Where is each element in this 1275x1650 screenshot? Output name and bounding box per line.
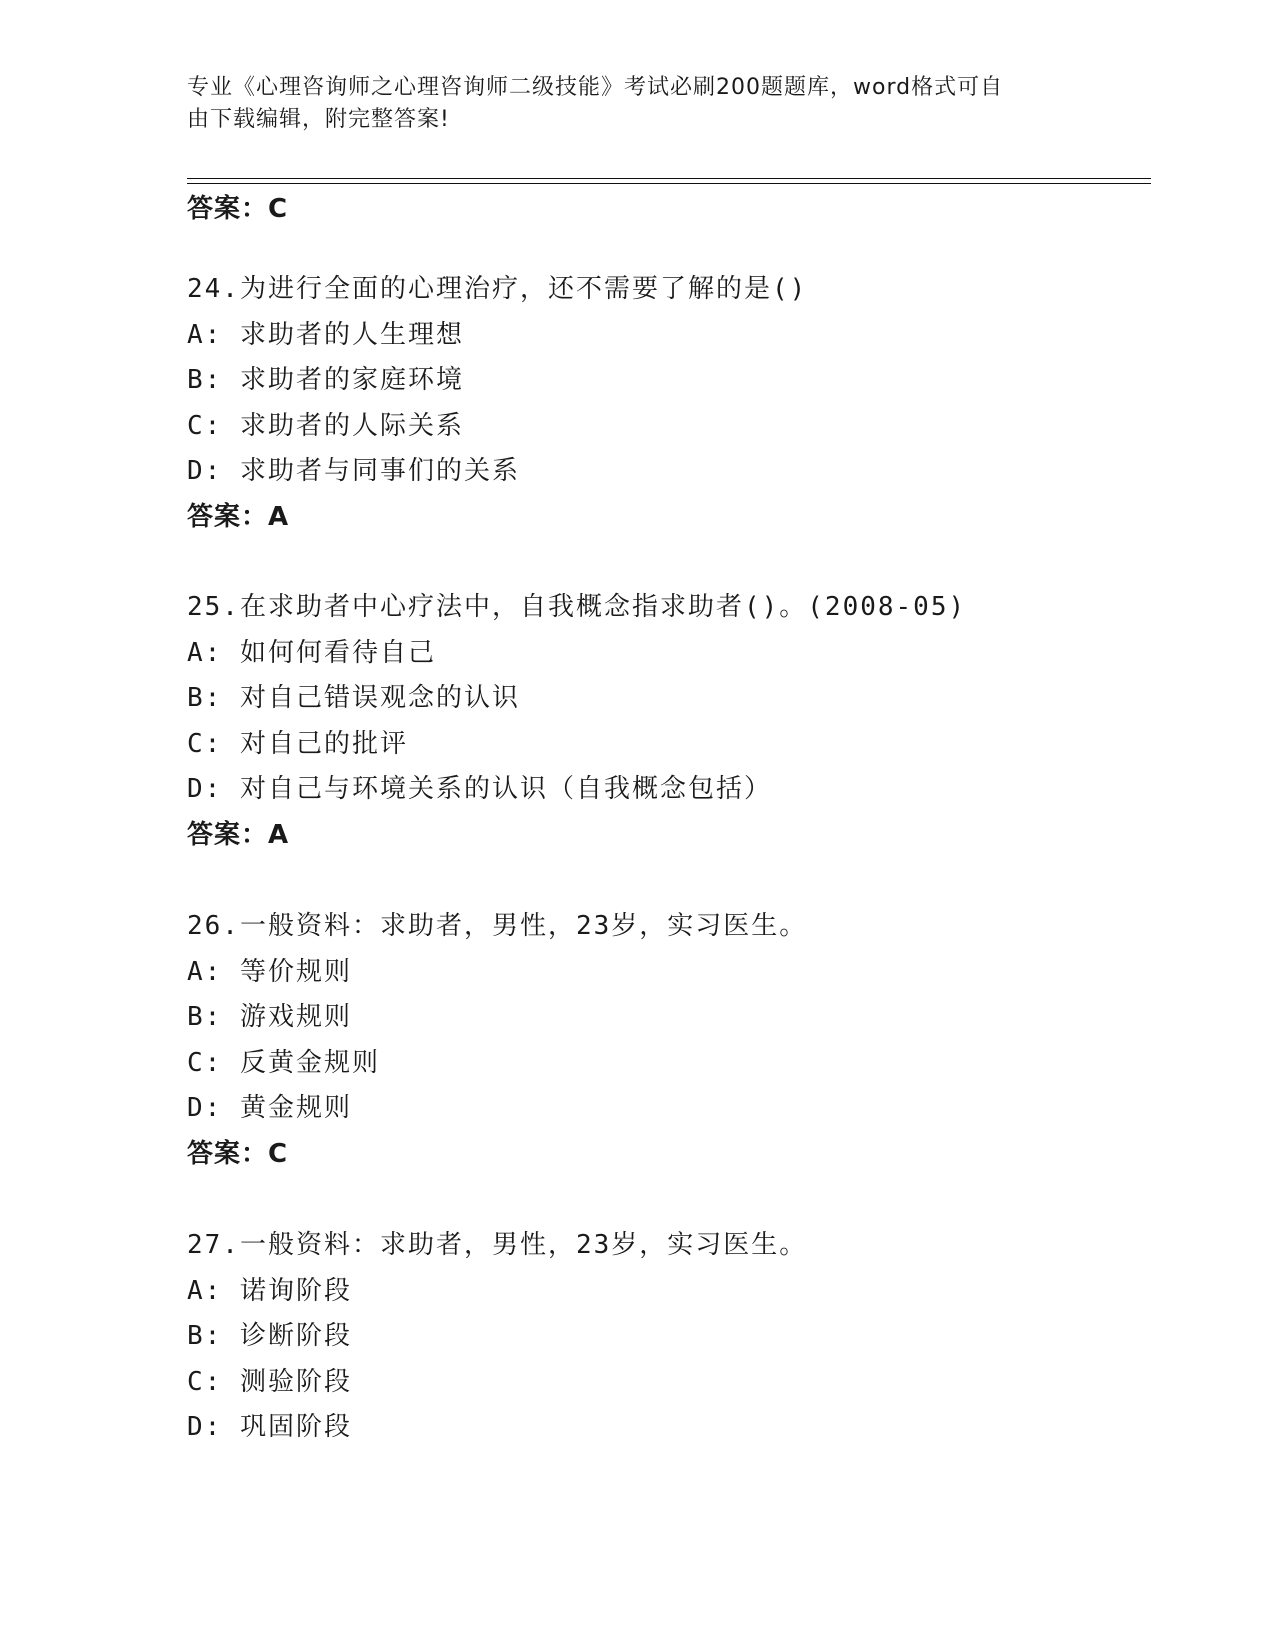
document-header — [187, 72, 1077, 136]
option-b: B: 诊断阶段 — [187, 1321, 352, 1351]
header-line-1: 专业《心理咨询师之心理咨询师二级技能》考试必刷200题题库，word格式可自 — [187, 75, 1004, 100]
option-a: A: 如何何看待自己 — [187, 637, 436, 668]
option-c: C: 求助者的人际关系 — [187, 410, 464, 441]
question-24 — [187, 267, 1137, 540]
question-25 — [187, 585, 1137, 858]
answer-label: 答案：A — [187, 819, 290, 850]
question-stem: 26.一般资料：求助者，男性，23岁，实习医生。 — [187, 911, 808, 941]
question-stem: 27.一般资料：求助者，男性，23岁，实习医生。 — [187, 1230, 808, 1260]
question-stem: 24.为进行全面的心理治疗，还不需要了解的是() — [187, 274, 808, 304]
option-d: D: 黄金规则 — [187, 1093, 352, 1123]
answer-label: 答案：A — [187, 501, 290, 532]
option-d: D: 求助者与同事们的关系 — [187, 456, 520, 486]
previous-answer-block — [187, 187, 1137, 233]
option-d: D: 巩固阶段 — [187, 1412, 352, 1442]
option-b: B: 游戏规则 — [187, 1002, 352, 1032]
header-divider-bottom — [187, 183, 1151, 184]
option-c: C: 对自己的批评 — [187, 728, 408, 759]
option-a: A: 等价规则 — [187, 956, 352, 987]
option-c: C: 反黄金规则 — [187, 1047, 380, 1078]
question-stem: 25.在求助者中心疗法中，自我概念指求助者()。(2008-05) — [187, 592, 967, 622]
option-d: D: 对自己与环境关系的认识（自我概念包括） — [187, 774, 772, 804]
answer-label: 答案：C — [187, 194, 289, 224]
header-line-2: 由下载编辑，附完整答案! — [187, 107, 450, 132]
question-26 — [187, 904, 1137, 1177]
answer-label: 答案：C — [187, 1138, 289, 1169]
option-a: A: 求助者的人生理想 — [187, 319, 464, 350]
option-b: B: 对自己错误观念的认识 — [187, 683, 520, 713]
option-c: C: 测验阶段 — [187, 1366, 352, 1397]
option-b: B: 求助者的家庭环境 — [187, 365, 464, 395]
option-a: A: 诺询阶段 — [187, 1275, 352, 1306]
question-27 — [187, 1223, 1137, 1451]
header-divider-top — [187, 178, 1151, 179]
